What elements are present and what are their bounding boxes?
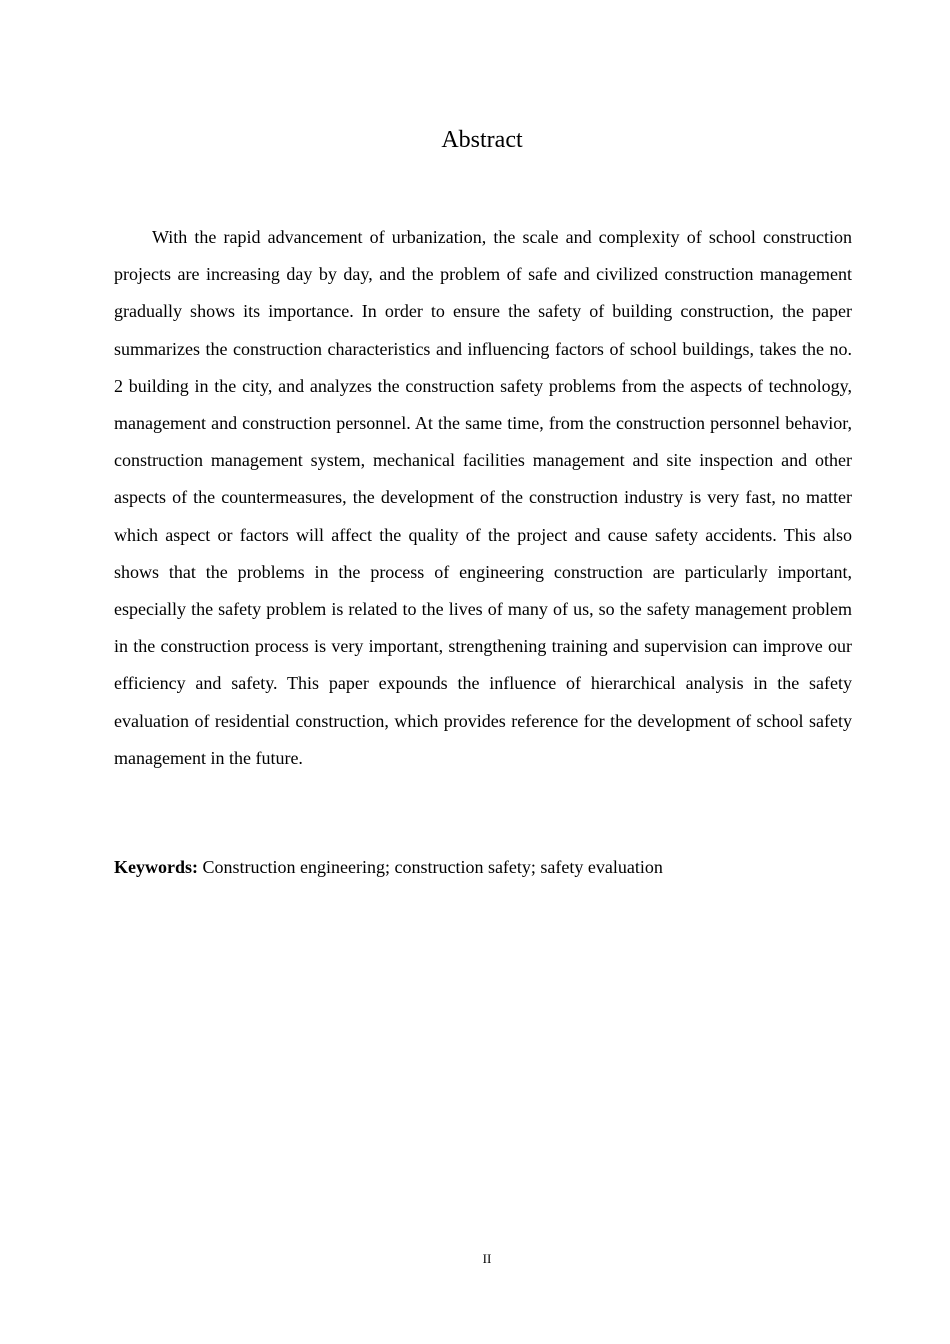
keywords-label: Keywords: <box>114 857 198 877</box>
page-number: II <box>482 1251 492 1266</box>
keywords-line <box>114 852 852 882</box>
page-title: Abstract <box>441 127 523 153</box>
keywords-text: Construction engineering; construction safety; safety evaluation <box>202 857 663 877</box>
abstract-paragraph: With the rapid advancement of urbanization, the scale and complexity of school construction projects are increasing day by day, and the problem of safe and civilized construction management gradually shows its importance. In order to ensure the safety of building construction, the paper summarizes the construction characteristics and influencing factors of school buildings, takes the no. 2 building in the city, and analyzes the construction safety problems from the aspects of technology, management and construction personnel. At the same time, from the construction personnel behavior, construction management system, mechanical facilities management and site inspection and other aspects of the countermeasures, the development of the construction industry is very fast, no matter which aspect or factors will affect the quality of the project and cause safety accidents. This also shows that the problems in the process of engineering construction are particularly important, especially the safety problem is related to the lives of many of us, so the safety management problem in the construction process is very important, strengthening training and supervision can improve our efficiency and safety. This paper expounds the influence of hierarchical analysis in the safety evaluation of residential construction, which provides reference for the development of school safety management in the future. <box>114 227 852 768</box>
